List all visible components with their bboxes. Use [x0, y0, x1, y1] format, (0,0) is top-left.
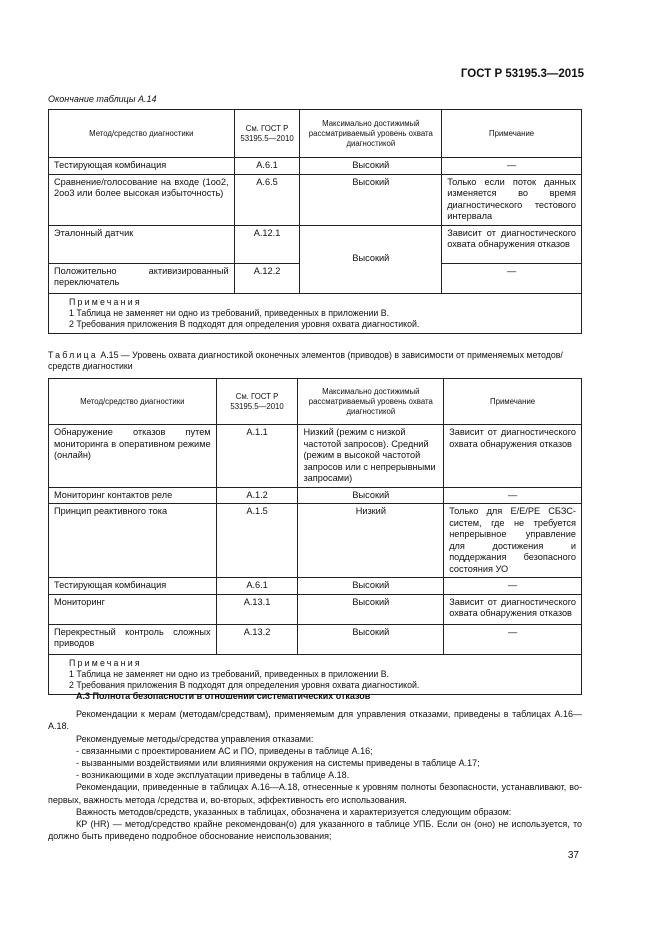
level-cell: Высокий: [298, 487, 444, 504]
level-cell: Высокий: [298, 594, 444, 624]
table-row: [49, 504, 582, 578]
note-cell: Зависит от диагностического охвата обнаружения отказов: [444, 594, 582, 624]
note-line: 2 Требования приложения В подходят для определения уровня охвата диагностикой.: [69, 318, 420, 329]
table-row: [49, 624, 582, 654]
table-row: [49, 158, 582, 175]
table1-header-level: Максимально достижимый рассматриваемый уровень охвата диагностикой: [300, 110, 442, 158]
note-line: 1 Таблица не заменяет ни одно из требований, приведенных в приложении В.: [69, 307, 390, 318]
level-cell: Высокий: [300, 174, 442, 225]
list-item: - вызванными воздействиями или влияниями окружения на системы приведены в таблице А.17;: [76, 758, 480, 769]
method-cell: Эталонный датчик: [49, 225, 235, 263]
method-cell: Сравнение/голосование на входе (1oo2, 2oo3 или более высокая избыточность): [49, 174, 235, 225]
table1-caption: Окончание таблицы А.14: [48, 94, 157, 104]
section-title: А.3 Полнота безопасности в отношении систематических отказов: [76, 691, 371, 701]
page-number: 37: [567, 850, 579, 861]
note-cell: —: [442, 158, 582, 175]
table2: [48, 378, 582, 695]
list-item: - возникающими в ходе эксплуатации приведены в таблице А.18.: [76, 770, 350, 781]
ref-cell: А.6.5: [234, 174, 300, 225]
table2-header-note: Примечание: [444, 379, 582, 425]
level-cell: Высокий: [298, 624, 444, 654]
table2-header-ref: См. ГОСТ Р 53195.5—2010: [216, 379, 298, 425]
paragraph: Рекомендации, приведенные в таблицах А.16—А.18, отнесенные к уровням полноты безопасности, устанавливают, во-первых, важность метода /средства и, во-вторых, эффективность его использования.: [48, 782, 582, 805]
method-cell: Мониторинг контактов реле: [49, 487, 217, 504]
method-cell: Обнаружение отказов путем мониторинга в оперативном режиме (онлайн): [49, 425, 217, 488]
table-row: [49, 487, 582, 504]
method-cell: Тестирующая комбинация: [49, 578, 217, 595]
ref-cell: А.12.2: [234, 263, 300, 293]
paragraph: Важность методов/средств, указанных в таблицах, обозначена и характеризуется следующим образом:: [76, 806, 512, 817]
table1-notes: [49, 293, 582, 333]
table-row: [49, 425, 582, 488]
table-row: [49, 225, 582, 263]
ref-cell: А.1.1: [216, 425, 298, 488]
note-cell: Только если поток данных изменяется во время диагностического тестового интервала: [442, 174, 582, 225]
paragraph: Рекомендации к мерам (методам/средствам), применяемым для управления отказами, приведены в таблицах А.16—А.18.: [48, 709, 582, 732]
method-cell: Перекрестный контроль сложных приводов: [49, 624, 217, 654]
method-cell: Положительно активизированный переключатель: [49, 263, 235, 293]
note-cell: —: [444, 578, 582, 595]
ref-cell: А.1.2: [216, 487, 298, 504]
table2-header-method: Метод/средство диагностики: [49, 379, 217, 425]
note-line: 1 Таблица не заменяет ни одно из требований, приведенных в приложении В.: [69, 668, 390, 679]
ref-cell: А.6.1: [216, 578, 298, 595]
ref-cell: А.13.2: [216, 624, 298, 654]
ref-cell: А.1.5: [216, 504, 298, 578]
note-cell: —: [442, 263, 582, 293]
standard-header: ГОСТ Р 53195.3—2015: [460, 68, 584, 80]
level-cell: Высокий: [300, 158, 442, 175]
ref-cell: А.12.1: [234, 225, 300, 263]
level-cell: Низкий (режим с низкой частотой запросов). Средний (режим в высокой частотой запросов или с непрерывными запросами): [298, 425, 444, 488]
level-cell: Высокий: [298, 578, 444, 595]
table2-caption: [48, 350, 582, 372]
table2-header-level: Максимально достижимый рассматриваемый уровень охвата диагностикой: [298, 379, 444, 425]
ref-cell: А.13.1: [216, 594, 298, 624]
method-cell: Мониторинг: [49, 594, 217, 624]
level-cell: Низкий: [298, 504, 444, 578]
ref-cell: А.6.1: [234, 158, 300, 175]
table1-header-ref: См. ГОСТ Р 53195.5—2010: [234, 110, 300, 158]
table2-caption-text: А.15 — Уровень охвата диагностикой оконечных элементов (приводов) в зависимости от применяемых методов/средств диагностики: [48, 350, 563, 371]
paragraph: КР (HR) — метод/средство крайне рекомендован(о) для указанного в таблице УПБ. Если он (оно) не используется, то должно быть приведено подробное обоснование неиспользования;: [48, 819, 582, 842]
note-cell: Зависит от диагностического охвата обнаружения отказов: [442, 225, 582, 263]
table-row: [49, 594, 582, 624]
table2-notes: [49, 654, 582, 694]
list-item: - связанными с проектированием АС и ПО, приведены в таблице А.16;: [76, 745, 373, 756]
table1: [48, 109, 582, 334]
note-cell: Только для E/E/PE СБЗС-систем, где не требуется непрерывное управление для достижения и поддержания безопасного состояния УО: [444, 504, 582, 578]
table1-header-note: Примечание: [442, 110, 582, 158]
note-line: 2 Требования приложения В подходят для определения уровня охвата диагностикой.: [69, 679, 420, 690]
level-cell: Высокий: [300, 225, 442, 293]
notes-title: Примечания: [69, 657, 142, 668]
note-cell: —: [444, 624, 582, 654]
section: [48, 690, 582, 842]
paragraph: Рекомендуемые методы/средства управления отказами:: [76, 733, 314, 744]
method-cell: Тестирующая комбинация: [49, 158, 235, 175]
table-row: [49, 578, 582, 595]
table-row: [49, 174, 582, 225]
note-cell: Зависит от диагностического охвата обнаружения отказов: [444, 425, 582, 488]
table2-caption-label: Таблица: [48, 350, 98, 360]
notes-title: Примечания: [69, 296, 142, 307]
note-cell: —: [444, 487, 582, 504]
method-cell: Принцип реактивного тока: [49, 504, 217, 578]
table1-header-method: Метод/средство диагностики: [49, 110, 235, 158]
